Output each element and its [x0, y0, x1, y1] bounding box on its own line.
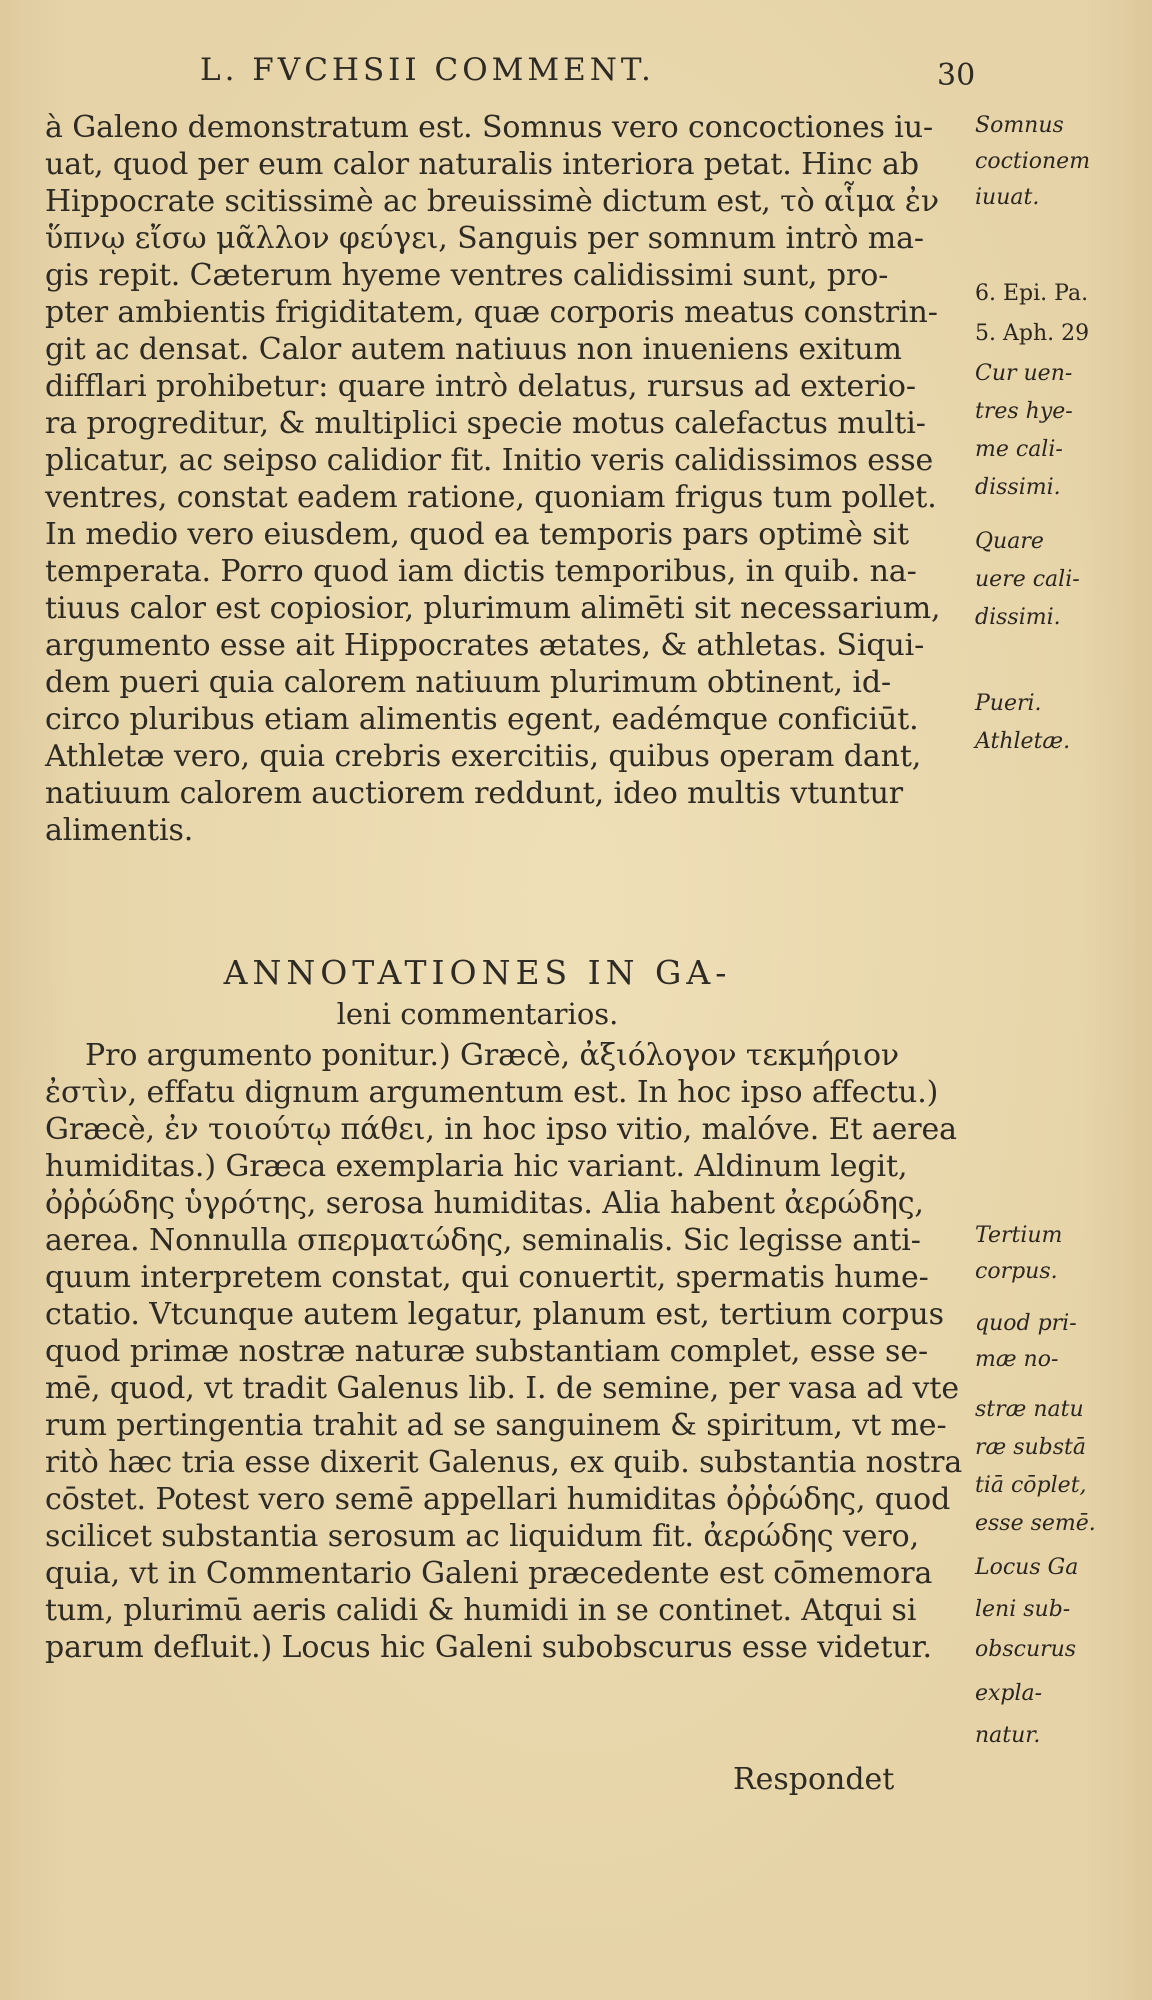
- body-line: Hippocrate scitissimè ac breuissimè dictum est, τὸ αἷμα ἐν: [45, 184, 940, 219]
- marginal-note: ræ substā: [975, 1435, 1086, 1460]
- body-line: dem pueri quia calorem natiuum plurimum obtinent, id-: [45, 665, 892, 700]
- marginal-note: corpus.: [975, 1259, 1058, 1284]
- marginal-note: mæ no-: [975, 1347, 1059, 1372]
- marginal-note: dissimi.: [975, 605, 1061, 630]
- body-line: alimentis.: [45, 813, 194, 848]
- marginal-note: iuuat.: [975, 185, 1040, 210]
- annotation-line: quum interpretem constat, qui conuertit, spermatis hume-: [45, 1260, 929, 1295]
- body-line: git ac densat. Calor autem natiuus non inueniens exitum: [45, 332, 902, 367]
- annotation-line: aerea. Nonnulla σπερματώδης, seminalis. Sic legisse anti-: [45, 1223, 921, 1258]
- annotations-heading: ANNOTATIONES IN GA-: [223, 953, 732, 992]
- marginal-note: tres hye-: [975, 399, 1073, 424]
- marginal-note: me cali-: [975, 437, 1063, 462]
- marginal-reference: 5. Aph. 29: [975, 321, 1090, 346]
- marginal-note: Cur uen-: [975, 361, 1073, 386]
- annotation-line: Græcè, ἐν τοιούτῳ πάθει, in hoc ipso vitio, malóve. Et aerea: [45, 1112, 957, 1147]
- marginal-note: coctionem: [975, 149, 1091, 174]
- annotation-line: scilicet substantia serosum ac liquidum fit. ἀερώδης vero,: [45, 1519, 920, 1554]
- annotation-line: mē, quod, vt tradit Galenus lib. I. de semine, per vasa ad vte: [45, 1371, 960, 1406]
- annotation-line: ἐστὶν, effatu dignum argumentum est. In hoc ipso affectu.): [45, 1075, 939, 1110]
- body-line: pter ambientis frigiditatem, quæ corporis meatus constrin-: [45, 295, 938, 330]
- body-line: argumento esse ait Hippocrates ætates, & athletas. Siqui-: [45, 628, 925, 663]
- annotation-line: quod primæ nostræ naturæ substantiam complet, esse se-: [45, 1334, 929, 1369]
- marginal-note: uere cali-: [975, 567, 1080, 592]
- annotation-line: quia, vt in Commentario Galeni præcedente est cōmemora: [45, 1556, 933, 1591]
- marginal-note: natur.: [975, 1723, 1041, 1748]
- body-line: Athletæ vero, quia crebris exercitiis, quibus operam dant,: [45, 739, 922, 774]
- body-line: plicatur, ac seipso calidior fit. Initio veris calidissimos esse: [45, 443, 934, 478]
- marginal-note: tiā cōplet,: [975, 1473, 1087, 1498]
- body-line: In medio vero eiusdem, quod ea temporis pars optimè sit: [45, 517, 909, 552]
- annotation-line: Pro argumento ponitur.) Græcè, ἀξιόλογον τεκμήριον: [85, 1038, 900, 1073]
- marginal-note: obscurus: [975, 1637, 1077, 1662]
- marginal-note: expla-: [975, 1681, 1043, 1706]
- body-line: à Galeno demonstratum est. Somnus vero concoctiones iu-: [45, 110, 934, 145]
- body-line: natiuum calorem auctiorem reddunt, ideo multis vtuntur: [45, 776, 904, 811]
- annotations-subheading: leni commentarios.: [336, 997, 619, 1031]
- marginal-note: Pueri.: [975, 691, 1042, 716]
- annotation-line: ὀῤῥώδης ὑγρότης, serosa humiditas. Alia habent ἀερώδης,: [45, 1186, 924, 1221]
- annotation-line: ritò hæc tria esse dixerit Galenus, ex quib. substantia nostra: [45, 1445, 963, 1480]
- marginal-note: Athletæ.: [975, 729, 1071, 754]
- marginal-reference: 6. Epi. Pa.: [975, 281, 1089, 306]
- marginal-note: dissimi.: [975, 475, 1061, 500]
- body-line: difflari prohibetur: quare intrò delatus, rursus ad exterio-: [45, 369, 916, 404]
- marginal-note: esse semē.: [975, 1511, 1096, 1536]
- marginal-note: leni sub-: [975, 1597, 1071, 1622]
- marginal-note: Locus Ga: [975, 1555, 1079, 1580]
- marginal-note: Quare: [975, 529, 1044, 554]
- marginal-note: Tertium: [975, 1223, 1063, 1248]
- folio-number: 30: [937, 58, 976, 93]
- marginal-note: Somnus: [975, 113, 1064, 138]
- body-line: temperata. Porro quod iam dictis temporibus, in quib. na-: [45, 554, 917, 589]
- catchword: Respondet: [733, 1762, 895, 1797]
- body-line: ὕπνῳ εἴσω μᾶλλον φεύγει, Sanguis per somnum intrò ma-: [45, 221, 924, 256]
- annotation-line: tum, plurimū aeris calidi & humidi in se continet. Atqui si: [45, 1593, 917, 1628]
- body-line: tiuus calor est copiosior, plurimum alimēti sit necessarium,: [45, 591, 941, 626]
- body-line: ventres, constat eadem ratione, quoniam frigus tum pollet.: [45, 480, 937, 515]
- annotation-line: parum defluit.) Locus hic Galeni subobscurus esse videtur.: [45, 1630, 932, 1665]
- annotation-line: cōstet. Potest vero semē appellari humiditas ὀῤῥώδης, quod: [45, 1482, 951, 1517]
- running-title: L. FVCHSII COMMENT.: [200, 52, 655, 88]
- marginal-note: quod pri-: [975, 1311, 1077, 1336]
- annotation-line: ctatio. Vtcunque autem legatur, planum est, tertium corpus: [45, 1297, 944, 1332]
- running-header: [200, 52, 976, 102]
- annotation-line: humiditas.) Græca exemplaria hic variant. Aldinum legit,: [45, 1149, 908, 1184]
- body-line: ra progreditur, & multiplici specie motus calefactus multi-: [45, 406, 926, 441]
- annotation-line: rum pertingentia trahit ad se sanguinem & spiritum, vt me-: [45, 1408, 947, 1443]
- body-line: gis repit. Cæterum hyeme ventres calidissimi sunt, pro-: [45, 258, 889, 293]
- body-line: circo pluribus etiam alimentis egent, eadémque conficiūt.: [45, 702, 919, 737]
- marginal-note: stræ natu: [975, 1397, 1084, 1422]
- body-line: uat, quod per eum calor naturalis interiora petat. Hinc ab: [45, 147, 919, 182]
